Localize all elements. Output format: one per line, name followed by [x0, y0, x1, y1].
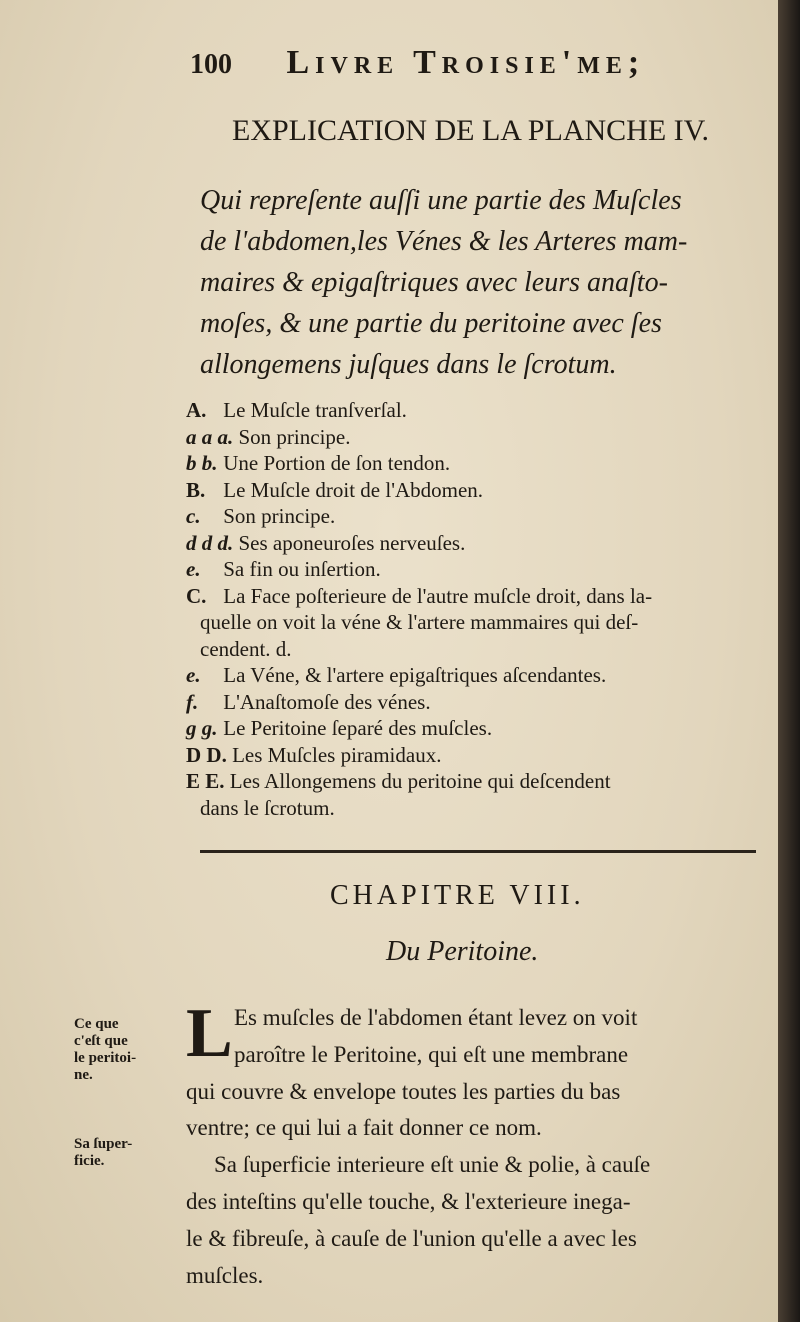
legend-text: Ses aponeuroſes nerveuſes.	[238, 530, 466, 555]
plate-legend	[186, 397, 766, 821]
chapter-subtitle: Du Peritoine.	[386, 936, 539, 967]
chapter-heading: CHAPITRE VIII.	[330, 880, 585, 911]
margin-note-line: ne.	[74, 1067, 93, 1083]
legend-text: quelle on voit la véne & l'artere mammaires qui deſ-	[200, 610, 639, 634]
legend-row	[186, 503, 766, 530]
legend-row	[186, 556, 766, 583]
legend-row	[186, 636, 766, 663]
legend-key: f.	[186, 689, 199, 714]
legend-key: d d d.	[186, 530, 234, 555]
legend-key: D D.	[186, 742, 227, 767]
legend-row	[186, 742, 766, 769]
legend-text: La Véne, & l'artere epigaſtriques aſcendantes.	[223, 663, 607, 687]
legend-row	[186, 583, 766, 610]
legend-row	[186, 662, 766, 689]
body-line: Sa ſuperficie interieure eſt unie & polie, à cauſe	[214, 1152, 651, 1178]
caption-line: Qui repreſente auſſi une partie des Muſcles	[200, 185, 682, 216]
legend-row	[186, 609, 766, 636]
legend-text: Son principe.	[238, 424, 351, 449]
caption-line: moſes, & une partie du peritoine avec ſes	[200, 308, 662, 339]
legend-row	[186, 689, 766, 716]
legend-key: A.	[186, 398, 207, 422]
caption-line: maires & epigaſtriques avec leurs anaſto-	[200, 267, 668, 298]
margin-note-line: Sa ſuper-	[74, 1136, 133, 1152]
plate-title: EXPLICATION DE LA PLANCHE IV.	[232, 114, 709, 147]
legend-row	[186, 795, 766, 822]
page-edge	[778, 0, 800, 1322]
margin-note-line: Ce que	[74, 1016, 119, 1032]
legend-key: c.	[186, 504, 201, 528]
body-line: Es muſcles de l'abdomen étant levez on voit	[234, 1005, 638, 1030]
legend-row	[186, 477, 766, 504]
legend-text: Sa fin ou inſertion.	[223, 557, 381, 581]
body-line: muſcles.	[186, 1262, 264, 1288]
legend-text: Les Allongemens du peritoine qui deſcendent	[229, 769, 611, 793]
legend-key: e.	[186, 557, 201, 581]
legend-key: C.	[186, 583, 207, 608]
section-divider	[200, 850, 756, 853]
margin-note-line: c'eſt que	[74, 1033, 128, 1049]
margin-note	[74, 1016, 174, 1084]
legend-key: b b.	[186, 451, 218, 475]
legend-row	[186, 715, 766, 742]
legend-text: Son principe.	[223, 504, 336, 528]
legend-key: E E.	[186, 769, 225, 793]
running-head-title: Livre Troisie'me;	[286, 44, 646, 81]
legend-text: Le Muſcle tranſverſal.	[223, 398, 407, 422]
running-head	[190, 44, 730, 82]
legend-row	[186, 768, 766, 795]
body-line: paroître le Peritoine, qui eſt une membrane	[234, 1041, 629, 1067]
body-line: ventre; ce qui lui a fait donner ce nom.	[186, 1115, 542, 1141]
legend-key: a a a.	[186, 424, 234, 449]
margin-note-line: le peritoi-	[74, 1050, 137, 1066]
plate-caption	[200, 180, 760, 385]
legend-text: La Face poſterieure de l'autre muſcle droit, dans la-	[223, 583, 653, 608]
margin-note-line: ficie.	[74, 1153, 105, 1169]
legend-text: L'Anaſtomoſe des vénes.	[223, 689, 431, 714]
caption-line: allongemens juſques dans le ſcrotum.	[200, 349, 617, 380]
body-line: qui couvre & envelope toutes les parties du bas	[186, 1078, 621, 1104]
legend-key: g g.	[186, 716, 218, 740]
legend-text: dans le ſcrotum.	[200, 795, 335, 820]
body-paragraph	[186, 995, 766, 1294]
legend-row	[186, 450, 766, 477]
drop-cap: L	[186, 995, 233, 1072]
legend-key: e.	[186, 663, 201, 687]
caption-line: de l'abdomen,les Vénes & les Arteres mam-	[200, 226, 688, 257]
legend-text: Le Peritoine ſeparé des muſcles.	[223, 716, 493, 740]
legend-text: Le Muſcle droit de l'Abdomen.	[223, 477, 484, 502]
body-line: le & fibreuſe, à cauſe de l'union qu'elle a avec les	[186, 1225, 637, 1251]
page-number: 100	[190, 49, 232, 80]
legend-row	[186, 424, 766, 451]
legend-row	[186, 530, 766, 557]
legend-key: B.	[186, 477, 206, 502]
margin-note	[74, 1136, 174, 1170]
body-line: des inteſtins qu'elle touche, & l'exterieure inega-	[186, 1188, 631, 1214]
legend-text: cendent. d.	[200, 636, 292, 661]
legend-row	[186, 397, 766, 424]
legend-text: Les Muſcles piramidaux.	[232, 742, 442, 767]
legend-text: Une Portion de ſon tendon.	[223, 451, 451, 475]
